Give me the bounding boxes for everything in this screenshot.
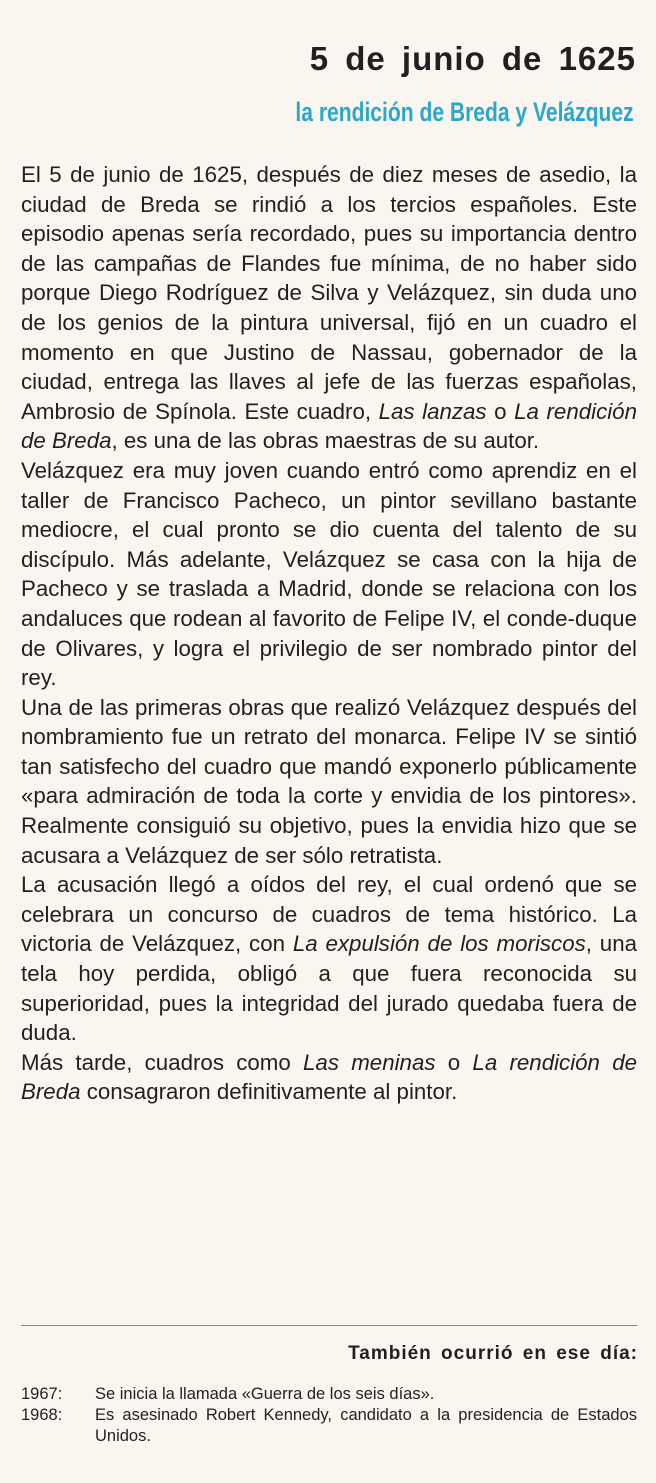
event-text: Es asesinado Robert Kennedy, candidato a la presidencia de Estados Unidos. (95, 1406, 637, 1445)
paragraph-3: Una de las primeras obras que realizó Velázquez después del nombramiento fue un retrato del monarca. Felipe IV se sintió tan satisfecho del cuadro que mandó exponerlo públicamente «para admiración de toda la corte y envidia de los pintores». Realmente consiguió su objetivo, pues la envidia hizo que se acusara a Velázquez de ser sólo retratista. (21, 694, 637, 868)
paragraph-1-text-b: o (486, 398, 515, 424)
paragraph-5-text-b: o (435, 1049, 473, 1075)
artwork-title-expulsion-moriscos: La expulsión de los moriscos (292, 931, 586, 957)
paragraph-1-text-c: , es una de las obras maestras de su autor. (111, 428, 540, 454)
paragraph-4 (21, 870, 637, 1048)
paragraph-5 (21, 1048, 637, 1107)
also-happened-heading: También ocurrió en ese día: (348, 1343, 638, 1364)
artwork-title-rendicion-de-breda: La rendición de Breda (21, 398, 637, 454)
events-list (21, 1384, 637, 1447)
paragraph-4-text-a: La acusación llegó a oídos del rey, el cual ordenó que se celebrara un concurso de cuadros de tema histórico. La victoria de Velázquez, con (21, 872, 637, 957)
event-item (21, 1384, 637, 1405)
paragraph-2: Velázquez era muy joven cuando entró como aprendiz en el taller de Francisco Pacheco, un pintor sevillano bastante mediocre, el cual pronto se dio cuenta del talento de su discípulo. Más adelante, Velázquez se casa con la hija de Pacheco y se traslada a Madrid, donde se relaciona con los andaluces que rodean al favorito de Felipe IV, el conde-duque de Olivares, y logra el privilegio de ser nombrado pintor del rey. (21, 457, 637, 691)
artwork-title-las-meninas: Las meninas (303, 1049, 436, 1075)
event-year: 1968: (21, 1406, 63, 1424)
section-divider (21, 1325, 637, 1326)
event-item (21, 1405, 637, 1447)
artwork-title-las-lanzas: Las lanzas (378, 398, 487, 424)
event-year: 1967: (21, 1385, 63, 1403)
article-body (21, 160, 637, 1107)
artwork-title-rendicion-de-breda-2: La rendición de Breda (21, 1049, 638, 1105)
paragraph-5-text-c: consagraron definitivamente al pintor. (80, 1079, 458, 1105)
event-text: Se inicia la llamada «Guerra de los seis días». (95, 1385, 435, 1403)
paragraph-1-text-a: El 5 de junio de 1625, después de diez meses de asedio, la ciudad de Breda se rindió a los tercios españoles. Este episodio apenas sería recordado, pues su importancia dentro de las campañas de Flandes fue mínima, de no haber sido porque Diego Rodríguez de Silva y Velázquez, sin duda uno de los genios de la pintura universal, fijó en un cuadro el momento en que Justino de Nassau, gobernador de la ciudad, entrega las llaves al jefe de las fuerzas españolas, Ambrosio de Spínola. Este cuadro, (21, 162, 637, 424)
page-title: 5 de junio de 1625 (309, 40, 636, 77)
paragraph-4-text-b: , una tela hoy perdida, obligó a que fuera reconocida su superioridad, pues la integridad del jurado quedaba fuera de duda. (21, 931, 638, 1046)
paragraph-5-text-a: Más tarde, cuadros como (21, 1049, 304, 1075)
page-subtitle: la rendición de Breda y Velázquez (295, 97, 634, 127)
paragraph-1 (21, 160, 637, 456)
